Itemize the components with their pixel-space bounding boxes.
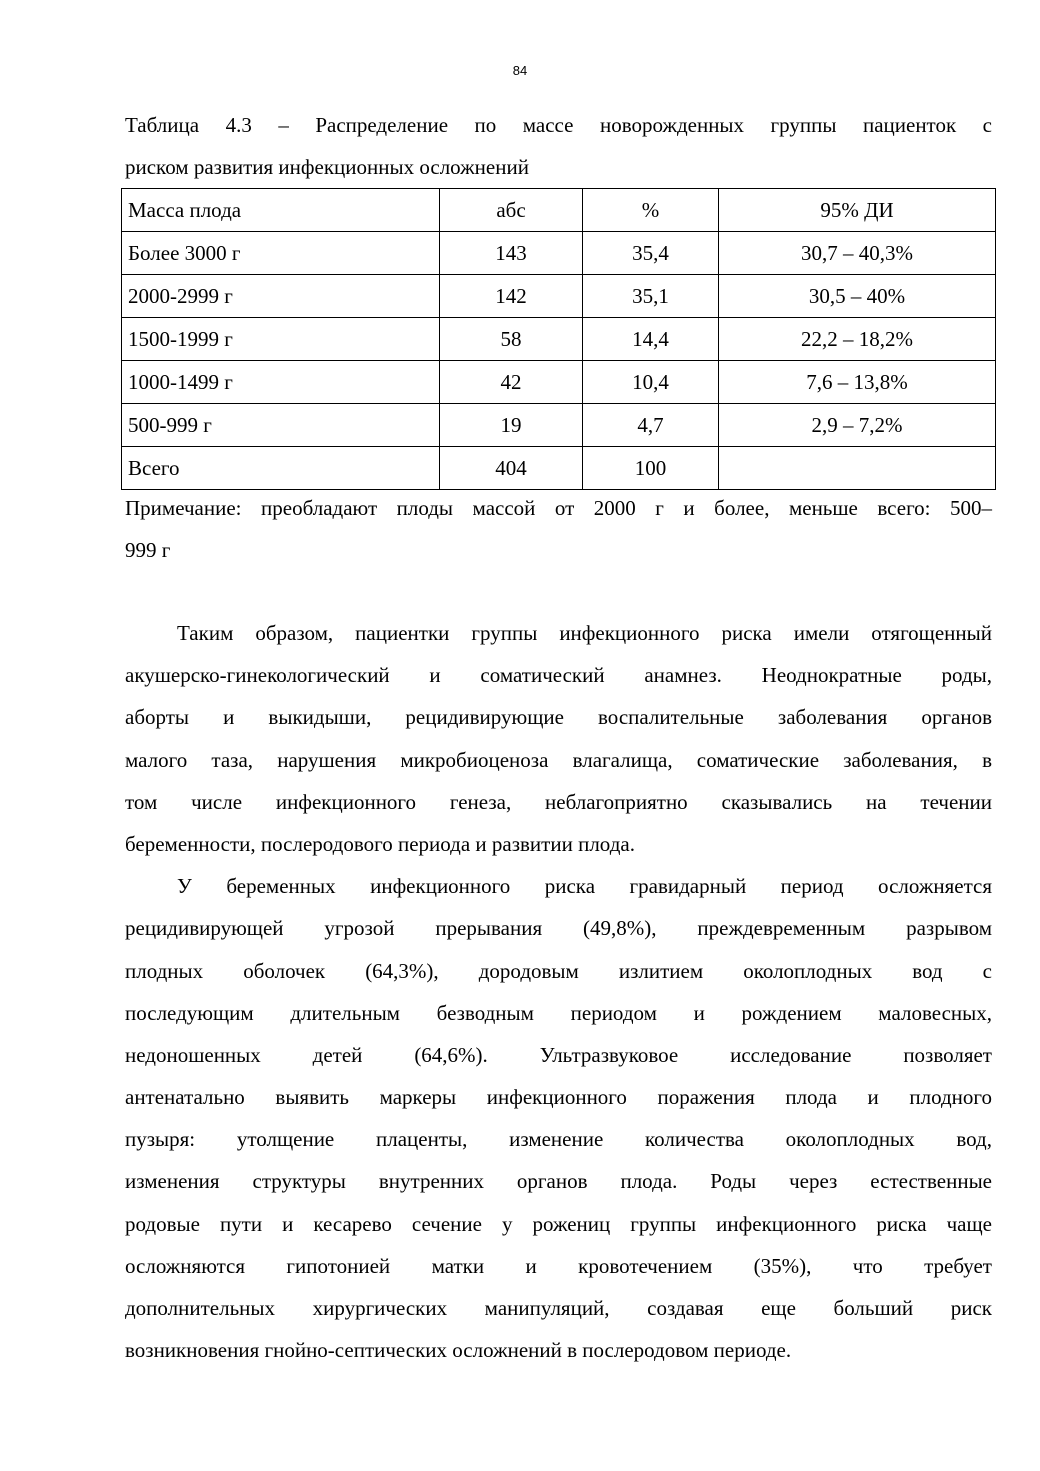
paragraph (125, 865, 992, 1371)
caption-line: Таблица 4.3 – Распределение по массе новорожденных группы пациенток с (125, 113, 992, 137)
cell-mass: 500-999 г (122, 404, 440, 447)
cell-percent: 100 (583, 447, 719, 490)
text-line: дополнительных хирургических манипуляций, создавая еще больший риск (125, 1296, 992, 1320)
cell-ci: 7,6 – 13,8% (719, 361, 996, 404)
cell-ci (719, 447, 996, 490)
header-ci: 95% ДИ (719, 189, 996, 232)
cell-mass: 1500-1999 г (122, 318, 440, 361)
header-abs: абс (440, 189, 583, 232)
table-note (125, 487, 992, 571)
text-line: аборты и выкидыши, рецидивирующие воспалительные заболевания органов (125, 705, 992, 730)
text-line: том числе инфекционного генеза, неблагоприятно сказывались на течении (125, 789, 992, 814)
table-row (122, 232, 996, 275)
cell-mass: Более 3000 г (122, 232, 440, 275)
cell-abs: 143 (440, 232, 583, 275)
table-header-row (122, 189, 996, 232)
text-line: акушерско-гинекологический и соматический анамнез. Неоднократные роды, (125, 663, 992, 688)
text-line: пузыря: утолщение плаценты, изменение количества околоплодных вод, (125, 1127, 992, 1152)
cell-abs: 42 (440, 361, 583, 404)
cell-abs: 58 (440, 318, 583, 361)
table-row (122, 361, 996, 404)
cell-ci: 30,7 – 40,3% (719, 232, 996, 275)
caption-line: риском развития инфекционных осложнений (125, 155, 529, 179)
text-line: плодных оболочек (64,3%), дородовым излитием околоплодных вод с (125, 958, 992, 983)
text-line: недоношенных детей (64,6%). Ультразвуковое исследование позволяет (125, 1042, 992, 1067)
cell-mass: Всего (122, 447, 440, 490)
body-text (125, 612, 992, 1371)
text-line: возникновения гнойно-септических осложнений в послеродовом периоде. (125, 1338, 792, 1363)
cell-mass: 1000-1499 г (122, 361, 440, 404)
table-row (122, 404, 996, 447)
cell-percent: 4,7 (583, 404, 719, 447)
text-line: Таким образом, пациентки группы инфекционного риска имели отягощенный (177, 621, 992, 645)
table-row (122, 275, 996, 318)
text-line: родовые пути и кесарево сечение у рожениц группы инфекционного риска чаще (125, 1211, 992, 1236)
cell-percent: 10,4 (583, 361, 719, 404)
table-row (122, 318, 996, 361)
cell-percent: 35,1 (583, 275, 719, 318)
note-line: Примечание: преобладают плоды массой от 2000 г и более, меньше всего: 500– (125, 496, 992, 520)
cell-abs: 404 (440, 447, 583, 490)
text-line: беременности, послеродового периода и развитии плода. (125, 831, 635, 856)
cell-ci: 2,9 – 7,2% (719, 404, 996, 447)
page-number: 84 (512, 63, 528, 78)
header-mass: Масса плода (122, 189, 440, 232)
table-caption (125, 104, 992, 188)
cell-ci: 30,5 – 40% (719, 275, 996, 318)
note-line: 999 г (125, 538, 171, 562)
cell-percent: 35,4 (583, 232, 719, 275)
paragraph (125, 612, 992, 865)
text-line: малого таза, нарушения микробиоценоза влагалища, соматические заболевания, в (125, 747, 992, 772)
text-line: антенатально выявить маркеры инфекционного поражения плода и плодного (125, 1085, 992, 1110)
header-percent: % (583, 189, 719, 232)
weight-distribution-table (121, 188, 996, 490)
text-line: осложняются гипотонией матки и кровотечением (35%), что требует (125, 1253, 992, 1278)
cell-abs: 142 (440, 275, 583, 318)
cell-abs: 19 (440, 404, 583, 447)
text-line: изменения структуры внутренних органов плода. Роды через естественные (125, 1169, 992, 1194)
table-total-row (122, 447, 996, 490)
cell-percent: 14,4 (583, 318, 719, 361)
text-line: рецидивирующей угрозой прерывания (49,8%), преждевременным разрывом (125, 916, 992, 941)
text-line: У беременных инфекционного риска гравидарный период осложняется (177, 874, 992, 899)
text-line: последующим длительным безводным периодом и рождением маловесных, (125, 1000, 992, 1025)
cell-ci: 22,2 – 18,2% (719, 318, 996, 361)
cell-mass: 2000-2999 г (122, 275, 440, 318)
